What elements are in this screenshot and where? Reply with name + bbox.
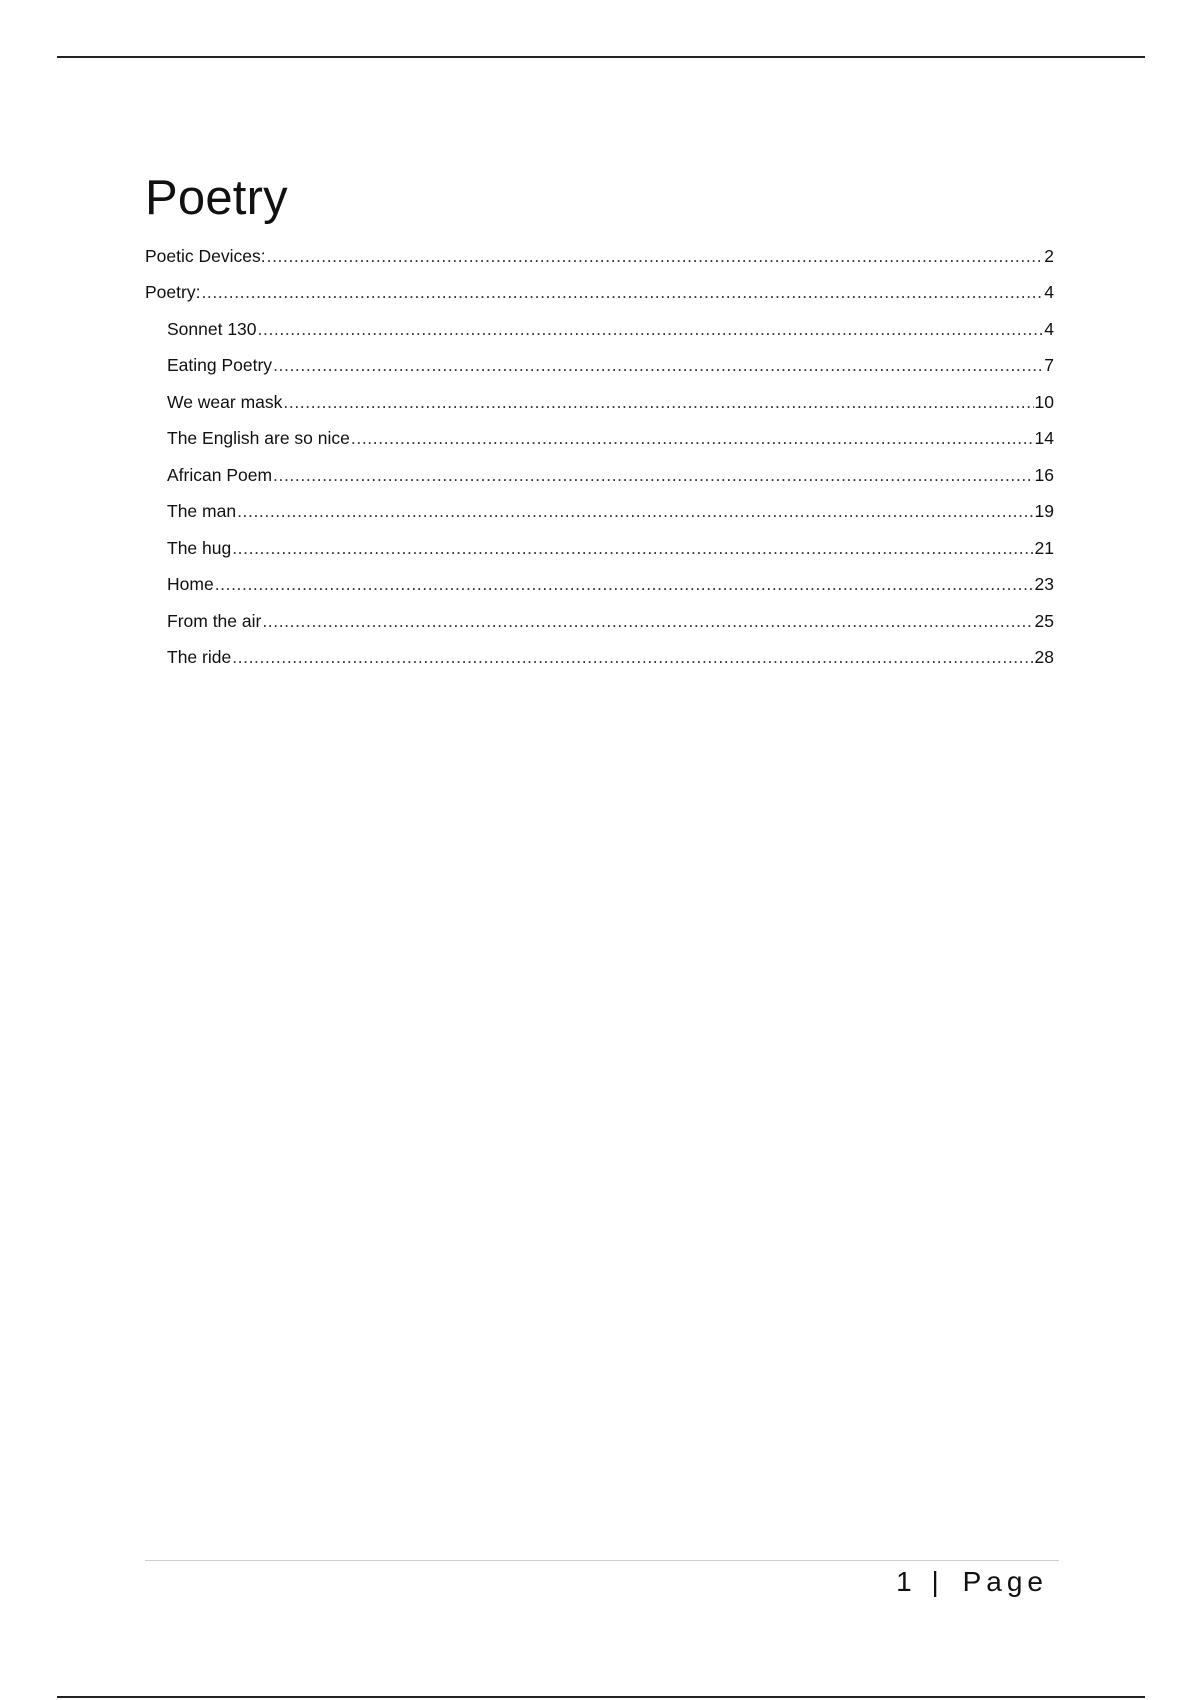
toc-entry[interactable] xyxy=(145,319,1054,339)
toc-dot-leader xyxy=(258,319,1044,339)
top-border-line xyxy=(57,56,1145,58)
toc-dot-leader xyxy=(232,647,1033,667)
toc-dot-leader xyxy=(201,282,1043,302)
toc-entry-page: 2 xyxy=(1044,246,1054,266)
toc-entry[interactable] xyxy=(145,428,1054,448)
toc-dot-leader xyxy=(262,611,1033,631)
toc-entry[interactable] xyxy=(145,392,1054,412)
toc-entry-page: 7 xyxy=(1044,355,1054,375)
toc-dot-leader xyxy=(283,392,1033,412)
toc-entry-page: 19 xyxy=(1034,501,1054,521)
toc-entry[interactable] xyxy=(145,647,1054,667)
toc-entry-page: 10 xyxy=(1034,392,1054,412)
toc-entry[interactable] xyxy=(145,246,1054,266)
toc-dot-leader xyxy=(237,501,1033,521)
toc-entry-label: Poetic Devices: xyxy=(145,246,266,266)
toc-entry-label: Poetry: xyxy=(145,282,201,302)
toc-dot-leader xyxy=(215,574,1034,594)
toc-entry[interactable] xyxy=(145,611,1054,631)
page-footer xyxy=(896,1566,1048,1598)
toc-dot-leader xyxy=(267,246,1044,266)
toc-entry[interactable] xyxy=(145,355,1054,375)
bottom-border-line xyxy=(57,1696,1145,1698)
toc-entry-page: 21 xyxy=(1034,538,1054,558)
toc-dot-leader xyxy=(351,428,1034,448)
toc-entry-label: Sonnet 130 xyxy=(167,319,257,339)
toc-entry-label: The hug xyxy=(167,538,232,558)
page-number: 1 xyxy=(896,1566,917,1597)
page-title: Poetry xyxy=(145,171,288,225)
toc-entry-label: The English are so nice xyxy=(167,428,350,448)
toc-dot-leader xyxy=(273,465,1033,485)
toc-entry-page: 14 xyxy=(1034,428,1054,448)
toc-entry[interactable] xyxy=(145,282,1054,302)
toc-entry[interactable] xyxy=(145,574,1054,594)
toc-entry[interactable] xyxy=(145,465,1054,485)
toc-entry-page: 23 xyxy=(1034,574,1054,594)
toc-entry-page: 28 xyxy=(1034,647,1054,667)
toc-entry-page: 25 xyxy=(1034,611,1054,631)
toc-entry-page: 4 xyxy=(1044,282,1054,302)
toc-dot-leader xyxy=(273,355,1043,375)
toc-entry-label: African Poem xyxy=(167,465,273,485)
toc-entry-label: Eating Poetry xyxy=(167,355,273,375)
toc-entry-label: The man xyxy=(167,501,237,521)
page-separator: | xyxy=(931,1566,944,1597)
toc-entry[interactable] xyxy=(145,501,1054,521)
page-word: Page xyxy=(962,1566,1048,1597)
toc-entry-page: 4 xyxy=(1044,319,1054,339)
toc-entry-label: The ride xyxy=(167,647,232,667)
toc-dot-leader xyxy=(232,538,1033,558)
footer-divider xyxy=(145,1560,1059,1561)
toc-entry-label: We wear mask xyxy=(167,392,283,412)
toc-entry[interactable] xyxy=(145,538,1054,558)
toc-entry-label: Home xyxy=(167,574,214,594)
toc-entry-label: From the air xyxy=(167,611,262,631)
toc-entry-page: 16 xyxy=(1034,465,1054,485)
